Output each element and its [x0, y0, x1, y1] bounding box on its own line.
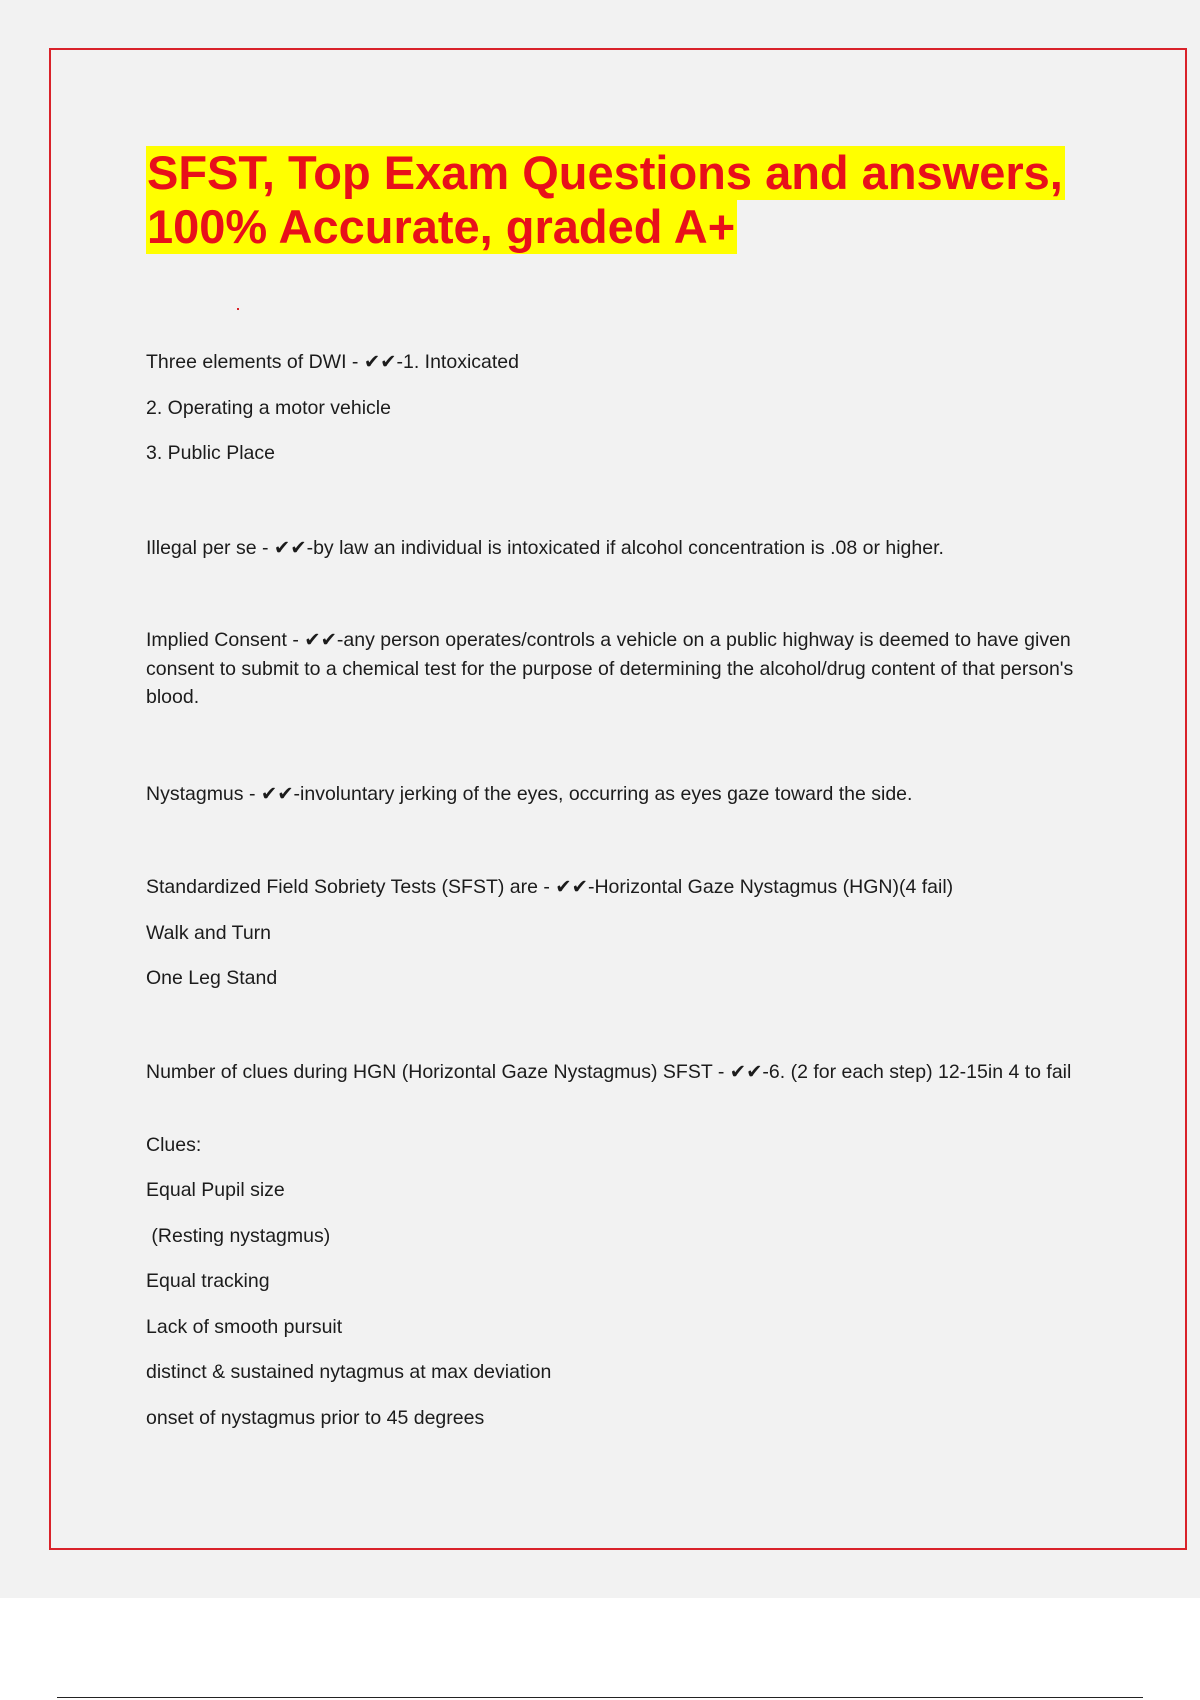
qa-dwi-elements: Three elements of DWI - ✔✔-1. Intoxicated: [146, 351, 519, 373]
list-item: distinct & sustained nytagmus at max deviation: [146, 1361, 552, 1383]
stray-mark: [237, 308, 239, 310]
footer-divider: [57, 1697, 1143, 1698]
title-line-1: SFST, Top Exam Questions and answers,: [147, 146, 1063, 199]
qa-sfst: Standardized Field Sobriety Tests (SFST) are - ✔✔-Horizontal Gaze Nystagmus (HGN)(4 fail): [146, 876, 954, 898]
list-item: onset of nystagmus prior to 45 degrees: [146, 1407, 485, 1429]
list-item: (Resting nystagmus): [146, 1225, 331, 1247]
qa-nystagmus: Nystagmus - ✔✔-involuntary jerking of the eyes, occurring as eyes gaze toward the side.: [146, 783, 913, 805]
list-item: One Leg Stand: [146, 967, 278, 989]
document-title: [146, 146, 1091, 254]
list-item: Equal Pupil size: [146, 1179, 285, 1201]
list-item: 3. Public Place: [146, 442, 275, 464]
qa-implied-consent: Implied Consent - ✔✔-any person operates/controls a vehicle on a public highway is deemed to have given consent to submit to a chemical test for the purpose of determining the alcohol/drug content of that person's blood.: [146, 629, 1074, 708]
list-item: 2. Operating a motor vehicle: [146, 397, 391, 419]
list-item: Equal tracking: [146, 1270, 270, 1292]
qa-hgn-clues: Number of clues during HGN (Horizontal Gaze Nystagmus) SFST - ✔✔-6. (2 for each step) 12-15in 4 to fail: [146, 1061, 1072, 1083]
qa-illegal-per-se: Illegal per se - ✔✔-by law an individual is intoxicated if alcohol concentration is .08 or higher.: [146, 537, 944, 559]
list-item: Walk and Turn: [146, 922, 271, 944]
title-line-2: 100% Accurate, graded A+: [147, 200, 736, 253]
list-item: Lack of smooth pursuit: [146, 1316, 343, 1338]
list-item: Clues:: [146, 1134, 202, 1156]
